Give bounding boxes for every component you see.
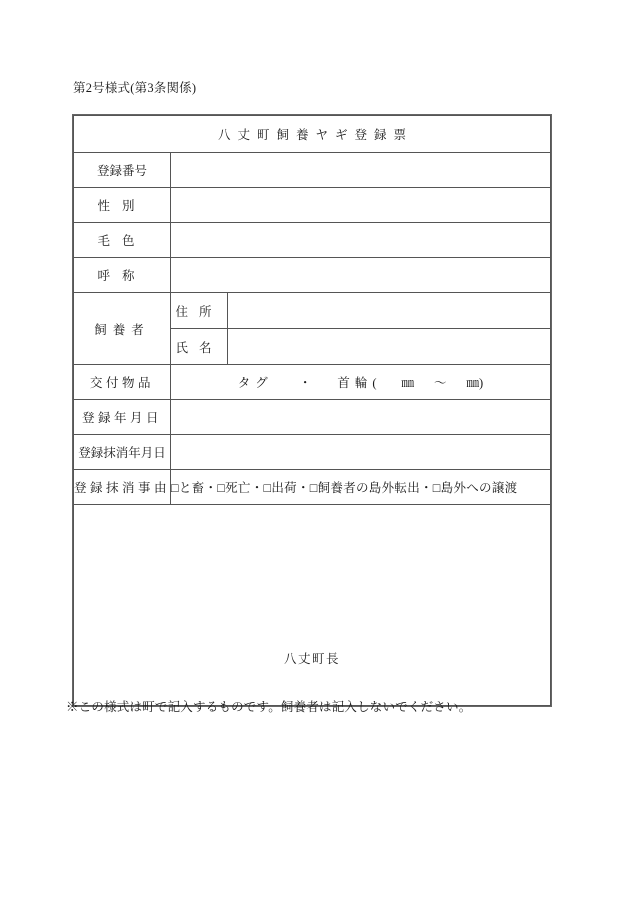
table-row-hair-color [74,223,551,258]
field-registration-date[interactable] [171,400,551,435]
label-registration-date-text: 登録年月日 [81,411,162,425]
table-title: 八丈町飼養ヤギ登録票 [74,116,551,153]
label-keeper-text: 飼養者 [94,322,150,337]
table-row-cancellation-date [74,435,551,470]
table-row-name [74,258,551,293]
table-row-title [74,116,551,153]
label-registration-number-text: 登録番号 [96,164,147,178]
table-row-registration-date [74,400,551,435]
label-cancellation-date [74,435,171,470]
field-sex[interactable] [171,188,551,223]
label-keeper-name [171,329,228,365]
issued-goods-tag: タグ [237,376,273,390]
label-cancellation-date-text: 登録抹消年月日 [78,446,166,460]
label-registration-date [74,400,171,435]
field-cancellation-date[interactable] [171,435,551,470]
label-keeper-name-text: 氏名 [175,340,223,355]
goat-registration-table [73,115,551,706]
footer-note: ※この様式は町で記入するものです。飼養者は記入しないでください。 [66,700,472,714]
issued-goods-separator: ・ [298,376,312,390]
label-issued-goods-text: 交付物品 [89,376,154,390]
signature-area [74,505,551,706]
table-row-signature [74,505,551,706]
label-issued-goods [74,365,171,400]
label-cancellation-reason-text: 登録抹消事由 [74,481,171,495]
table-row-sex [74,188,551,223]
label-registration-number [74,153,171,188]
label-cancellation-reason [74,470,171,505]
label-hair-color [74,223,171,258]
issued-goods-unit-to: ㎜) [466,376,484,390]
issued-goods-unit-from: ㎜ [401,376,415,390]
issued-goods-range: ～ [434,376,447,390]
label-keeper-address [171,293,228,329]
field-cancellation-reason-checkboxes[interactable]: □と畜・□死亡・□出荷・□飼養者の島外転出・□島外への譲渡 [171,470,551,505]
field-issued-goods[interactable] [171,365,551,400]
label-sex [74,188,171,223]
label-sex-text: 性別 [97,199,147,213]
field-registration-number[interactable] [171,153,551,188]
table-row-cancellation-reason [74,470,551,505]
label-name [74,258,171,293]
label-keeper-address-text: 住所 [175,304,223,319]
label-hair-color-text: 毛色 [97,234,147,248]
issued-goods-collar: 首輪( [337,376,382,390]
field-keeper-address[interactable] [228,293,551,329]
label-name-text: 呼称 [97,269,147,283]
form-number-heading: 第2号様式(第3条関係) [73,81,197,95]
table-row-issued-goods [74,365,551,400]
signature-mayor: 八丈町長 [283,652,340,666]
table-row-keeper-address [74,293,551,329]
field-hair-color[interactable] [171,223,551,258]
field-keeper-name[interactable] [228,329,551,365]
label-keeper [74,293,171,365]
field-name[interactable] [171,258,551,293]
table-row-registration-number [74,153,551,188]
